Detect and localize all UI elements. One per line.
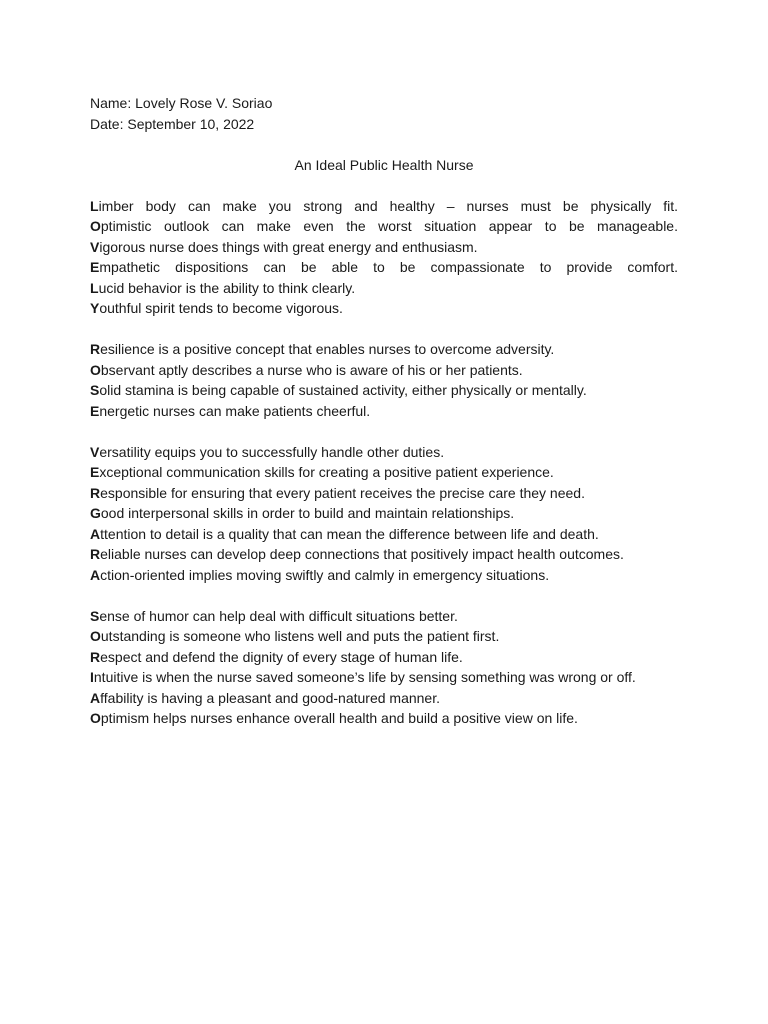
poem-line: [90, 278, 678, 299]
line-text: utstanding is someone who listens well and puts the patient first.: [100, 628, 500, 644]
acrostic-initial: V: [90, 443, 100, 460]
poem-stanza: [90, 196, 678, 319]
document-title: An Ideal Public Health Nurse: [294, 156, 474, 173]
line-text: igorous nurse does things with great energy and enthusiasm.: [99, 238, 478, 255]
poem-line: [90, 483, 678, 504]
author-name-line: Name: Lovely Rose V. Soriao: [90, 95, 273, 111]
acrostic-initial: E: [90, 402, 100, 419]
poem-line: [90, 339, 678, 360]
acrostic-initial: A: [90, 689, 101, 706]
acrostic-initial: L: [90, 279, 99, 296]
poem-line: [90, 544, 678, 565]
poem-line: [90, 565, 678, 586]
line-text: xceptional communication skills for creating a positive patient experience.: [99, 464, 554, 480]
acrostic-initial: S: [90, 382, 100, 398]
line-text: ood interpersonal skills in order to build and maintain relationships.: [100, 505, 515, 521]
poem-line: [90, 647, 678, 668]
poem-line: [90, 216, 678, 237]
line-text: ffability is having a pleasant and good-natured manner.: [100, 689, 440, 706]
acrostic-initial: O: [90, 628, 101, 644]
line-text: bservant aptly describes a nurse who is aware of his or her patients.: [100, 361, 523, 378]
poem-line: [90, 688, 678, 709]
line-text: ntuitive is when the nurse saved someone’s life by sensing something was wrong or off.: [93, 669, 636, 685]
line-text: ction-oriented implies moving swiftly and calmly in emergency situations.: [100, 566, 550, 583]
poem-line: [90, 667, 678, 688]
poem-stanza: [90, 339, 678, 421]
acrostic-initial: O: [90, 218, 101, 234]
acrostic-initial: I: [90, 669, 94, 685]
acrostic-initial: G: [90, 505, 101, 521]
poem-line: [90, 257, 678, 278]
poem-line: [90, 626, 678, 647]
document-body: [90, 93, 678, 749]
line-text: ersatility equips you to successfully handle other duties.: [99, 443, 445, 460]
line-text: nergetic nurses can make patients cheerful.: [99, 402, 371, 419]
line-text: ense of humor can help deal with difficult situations better.: [99, 607, 458, 624]
poem-line: [90, 298, 678, 319]
line-text: espect and defend the dignity of every stage of human life.: [100, 648, 463, 665]
line-text: mpathetic dispositions can be able to be compassionate to provide comfort.: [99, 259, 678, 275]
acrostic-initial: S: [90, 607, 100, 624]
acrostic-initial: R: [90, 341, 101, 357]
line-text: outhful spirit tends to become vigorous.: [99, 300, 343, 316]
acrostic-initial: L: [90, 197, 99, 214]
line-text: ptimism helps nurses enhance overall health and build a positive view on life.: [100, 710, 578, 726]
line-text: eliable nurses can develop deep connections that positively impact health outcomes.: [100, 546, 624, 562]
line-text: esilience is a positive concept that enables nurses to overcome adversity.: [100, 341, 555, 357]
poem-stanza: [90, 442, 678, 586]
acrostic-poem: [90, 196, 678, 729]
poem-line: [90, 442, 678, 463]
poem-line: [90, 462, 678, 483]
line-text: imber body can make you strong and healthy – nurses must be physically fit.: [98, 197, 678, 214]
line-text: ucid behavior is the ability to think clearly.: [98, 279, 356, 296]
poem-line: [90, 708, 678, 729]
poem-line: [90, 237, 678, 258]
poem-line: [90, 503, 678, 524]
line-text: esponsible for ensuring that every patient receives the precise care they need.: [100, 484, 585, 501]
acrostic-initial: A: [90, 525, 101, 542]
line-text: olid stamina is being capable of sustained activity, either physically or mentally.: [99, 382, 587, 398]
poem-stanza: [90, 606, 678, 729]
poem-line: [90, 524, 678, 545]
acrostic-initial: Y: [90, 300, 100, 316]
poem-line: [90, 606, 678, 627]
acrostic-initial: R: [90, 546, 101, 562]
acrostic-initial: O: [90, 361, 101, 378]
acrostic-initial: V: [90, 238, 100, 255]
acrostic-initial: R: [90, 484, 101, 501]
poem-line: [90, 401, 678, 422]
acrostic-initial: R: [90, 648, 101, 665]
acrostic-initial: A: [90, 566, 101, 583]
poem-line: [90, 196, 678, 217]
acrostic-initial: E: [90, 259, 100, 275]
line-text: ttention to detail is a quality that can mean the difference between life and death.: [100, 525, 599, 542]
poem-line: [90, 360, 678, 381]
poem-line: [90, 380, 678, 401]
acrostic-initial: E: [90, 464, 100, 480]
date-line: Date: September 10, 2022: [90, 115, 255, 132]
acrostic-initial: O: [90, 710, 101, 726]
line-text: ptimistic outlook can make even the worst situation appear to be manageable.: [100, 218, 678, 234]
